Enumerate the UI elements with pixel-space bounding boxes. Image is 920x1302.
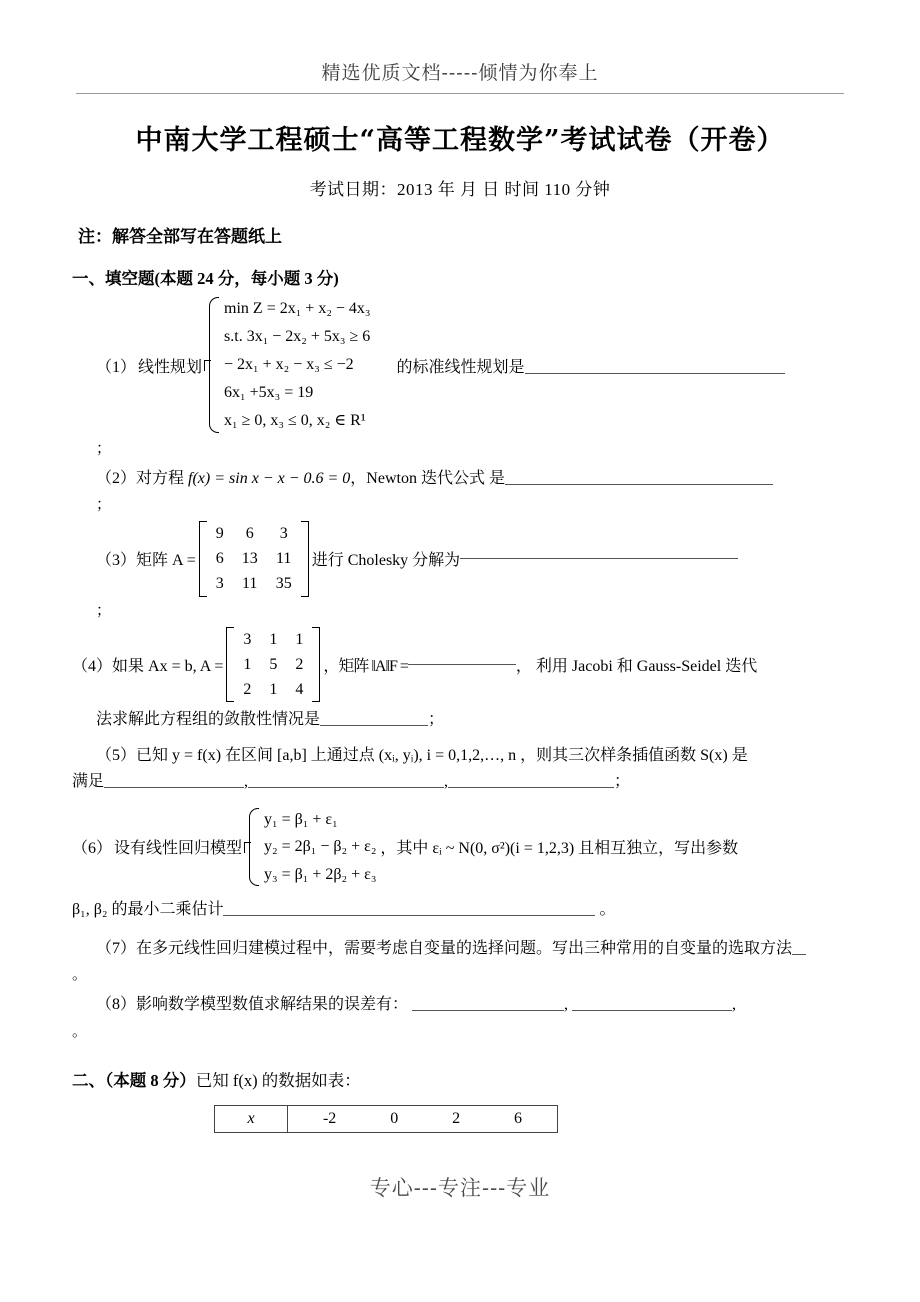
answer-blank-2[interactable] xyxy=(505,484,773,485)
matrix-cell: 6 xyxy=(215,550,224,568)
question-8: （8）影响数学模型数值求解结果的误差有： , , xyxy=(96,996,737,1014)
question-1 xyxy=(96,295,920,435)
question-6 xyxy=(72,806,920,888)
answer-blank-8a[interactable] xyxy=(412,1010,564,1011)
table-values-inner xyxy=(288,1106,557,1132)
question-4-continuation xyxy=(96,708,880,732)
bracket-right-icon xyxy=(301,521,309,597)
question-4-norm-text: ，矩阵 ‖A‖F = xyxy=(323,657,408,675)
question-5-number: （5） xyxy=(96,747,137,765)
matrix-row xyxy=(234,652,312,677)
question-4-number: （4） xyxy=(72,657,113,675)
matrix-cell: 6 xyxy=(245,525,254,542)
question-4-suffix: ， 利用 Jacobi 和 Gauss-Seidel 迭代 xyxy=(515,657,758,675)
matrix-cell: 4 xyxy=(295,680,304,698)
matrix-row xyxy=(207,521,301,546)
table-values-cell xyxy=(288,1105,558,1132)
matrix-cell: 11 xyxy=(276,550,292,568)
question-3 xyxy=(96,521,920,597)
answer-blank-4a[interactable] xyxy=(408,664,516,665)
question-3-prefix: 矩阵 A = xyxy=(136,552,196,570)
matrix-cell: 13 xyxy=(241,550,258,568)
answer-blank-7[interactable] xyxy=(792,954,806,955)
question-1-trailing xyxy=(371,354,785,377)
question-2-terminator: ； xyxy=(96,497,112,513)
left-brace-icon xyxy=(204,295,218,435)
matrix-cell: 5 xyxy=(269,655,278,673)
system-line: min Z = 2x₁ + x₂ − 4x₃ xyxy=(224,300,371,317)
matrix-grid xyxy=(234,627,312,703)
bottom-watermark: 专心---专注---专业 xyxy=(369,1176,551,1200)
question-2-suffix: ，Newton 迭代公式 是 xyxy=(350,470,505,487)
question-3-terminator: ； xyxy=(96,602,112,619)
section-heading-1: 一、填空题(本题 24 分，每小题 3 分) xyxy=(72,269,339,288)
question-6-tail: ，其中 εᵢ ~ N(0, σ²)(i = 1,2,3) 且相互独立，写出参数 xyxy=(380,840,739,858)
note-line: 注：解答全部写在答题纸上 xyxy=(78,227,282,246)
question-2 xyxy=(96,467,880,491)
question-3-suffix: 进行 Cholesky 分解为 xyxy=(311,552,461,570)
question-6-label: 设有线性回归模型 xyxy=(114,840,243,858)
matrix-row xyxy=(207,546,301,571)
question-1-terminator: ； xyxy=(96,441,112,457)
system-line: y₁ = β₁ + ε₁ xyxy=(264,811,338,829)
question-7 xyxy=(96,936,886,962)
question-2-number: （2） xyxy=(96,470,137,487)
function-data-table xyxy=(214,1105,558,1133)
matrix-row xyxy=(234,677,312,702)
question-8-number: （8） xyxy=(96,996,137,1014)
question-7-text: 在多元线性回归建模过程中，需要考虑自变量的选择问题。写出三种常用的自变量的选取方法 xyxy=(136,939,793,957)
answer-blank-8b[interactable] xyxy=(572,1010,732,1011)
section-2-points: （本题 8 分） xyxy=(105,1070,196,1090)
question-6-next-line xyxy=(72,898,880,922)
answer-blank-6[interactable] xyxy=(223,915,595,916)
question-2-equation: f(x) = sin x − x − 0.6 = 0 xyxy=(188,470,351,487)
system-line: y₂ = 2β₁ − β₂ + ε₂ xyxy=(264,838,377,856)
matrix-cell: 1 xyxy=(243,655,252,673)
question-5 xyxy=(96,744,880,768)
section-2-prefix: 二、 xyxy=(72,1070,105,1090)
table-cell-value: -2 xyxy=(322,1109,337,1127)
matrix-cell: 3 xyxy=(215,575,224,593)
table-row-label: x xyxy=(215,1105,288,1132)
question-8-text: 影响数学模型数值求解结果的误差有： xyxy=(136,996,409,1014)
data-table-wrapper xyxy=(214,1105,920,1133)
answer-blank-4b[interactable] xyxy=(320,725,428,726)
left-brace-icon xyxy=(244,806,258,888)
question-4-continuation-text: 法求解此方程组的敛散性情况是 xyxy=(96,711,321,729)
question-5-terminator: ； xyxy=(614,773,631,791)
answer-blank-5a[interactable] xyxy=(104,787,244,788)
section-2-rest: 已知 f(x) 的数据如表： xyxy=(195,1070,361,1090)
matrix-row xyxy=(234,627,312,652)
table-cell-value: 2 xyxy=(452,1109,461,1127)
question-7-number: （7） xyxy=(96,939,137,957)
answer-blank-3[interactable] xyxy=(460,558,738,559)
question-5-line1: 已知 y = f(x) 在区间 [a,b] 上通过点 (xᵢ, yᵢ), i = 0,1,2,…, n ，则其三次样条插值函数 S(x) 是 xyxy=(136,747,748,765)
matrix-cell: 2 xyxy=(295,655,304,673)
question-6-terminator: 。 xyxy=(599,900,616,918)
question-4 xyxy=(72,627,920,703)
bracket-right-icon xyxy=(312,627,320,703)
system-line: s.t. 3x₁ − 2x₂ + 5x₃ ≥ 6 xyxy=(224,328,371,345)
question-1-trailing-text: 的标准线性规划是 xyxy=(396,358,525,376)
matrix-row xyxy=(207,571,301,596)
system-line: x₁ ≥ 0, x₃ ≤ 0, x₂ ∈ R¹ xyxy=(224,412,366,429)
matrix-cell: 1 xyxy=(269,630,278,648)
question-5-line2-prefix: 满足 xyxy=(72,773,105,791)
question-1-system xyxy=(218,295,370,435)
question-1-label: 线性规划 xyxy=(138,358,203,376)
answer-blank-1[interactable] xyxy=(525,373,785,374)
matrix-a-jacobi xyxy=(226,627,320,703)
matrix-cell: 1 xyxy=(269,680,278,698)
question-8-terminator: 。 xyxy=(72,1023,88,1040)
top-watermark: 精选优质文档-----倾情为你奉上 xyxy=(321,62,599,84)
question-4-terminator: ； xyxy=(428,711,445,729)
question-2-prefix: 对方程 xyxy=(136,470,185,487)
matrix-cell: 1 xyxy=(295,630,304,648)
table-cell-value: 6 xyxy=(514,1109,522,1127)
question-4-prefix: 如果 Ax = b, A = xyxy=(112,657,224,675)
question-5-line2: 满足 , , ； xyxy=(72,773,631,791)
answer-blank-5b[interactable] xyxy=(248,787,444,788)
table-row xyxy=(215,1105,558,1132)
system-line: 6x₁ +5x₃ = 19 xyxy=(224,384,314,401)
question-6-beta-prefix: β₁, β₂ 的最小二乘估计 xyxy=(72,900,224,918)
matrix-cell: 3 xyxy=(279,525,288,542)
bracket-left-icon xyxy=(199,521,207,597)
answer-blank-5c[interactable] xyxy=(448,787,614,788)
table-cell-value: 0 xyxy=(390,1109,399,1127)
matrix-cell: 3 xyxy=(243,630,252,648)
matrix-cell: 11 xyxy=(242,575,258,593)
exam-date-subtitle: 考试日期：2013 年 月 日 时间 110 分钟 xyxy=(309,180,611,199)
matrix-cell: 2 xyxy=(243,680,252,698)
matrix-cell: 35 xyxy=(275,575,292,593)
section-heading-2 xyxy=(72,1067,920,1091)
question-1-number: （1） xyxy=(96,358,137,376)
question-6-number: （6） xyxy=(72,840,113,858)
bracket-left-icon xyxy=(226,627,234,703)
page-title: 中南大学工程硕士“高等工程数学”考试试卷（开卷） xyxy=(135,125,785,156)
question-7-terminator: 。 xyxy=(72,967,88,984)
question-6-system xyxy=(258,806,376,888)
matrix-cell: 9 xyxy=(215,525,224,542)
question-3-number: （3） xyxy=(96,552,137,570)
matrix-a-cholesky xyxy=(199,521,309,597)
header-divider xyxy=(76,93,844,94)
matrix-grid xyxy=(207,521,301,597)
system-line: y₃ = β₁ + 2β₂ + ε₃ xyxy=(264,865,377,883)
system-line: − 2x₁ + x₂ − x₃ ≤ −2 xyxy=(224,356,354,373)
